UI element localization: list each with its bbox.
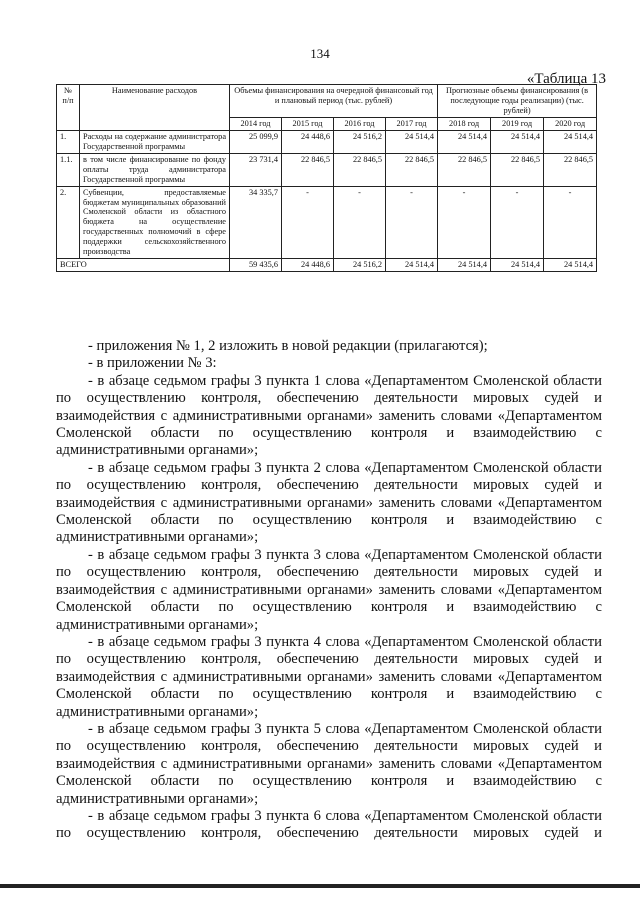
row-value: 23 731,4: [230, 153, 282, 186]
row-name: Расходы на содержание администратора Государственной программы: [80, 130, 230, 153]
row-value: 22 846,5: [438, 153, 491, 186]
row-value: -: [438, 186, 491, 259]
paragraph: - в абзаце седьмом графы 3 пункта 1 слова «Департаментом Смоленской области по осуществлению контроля, обеспечению деятельности мировых судей и взаимодействия с административными органами» заменить словами «Департаментом Смоленской области по осуществлению контроля и взаимодействию с административными органами»;: [56, 372, 602, 459]
row-value: -: [491, 186, 544, 259]
paragraph: - в абзаце седьмом графы 3 пункта 2 слова «Департаментом Смоленской области по осуществлению контроля, обеспечению деятельности мировых судей и взаимодействия с административными органами» заменить словами «Департаментом Смоленской области по осуществлению контроля и взаимодействию с административными органами»;: [56, 459, 602, 546]
header-group-forecast: Прогнозные объемы финансирования (в последующие годы реализации) (тыс. рублей): [438, 85, 597, 118]
row-value: 24 448,6: [282, 130, 334, 153]
total-value: 24 448,6: [282, 259, 334, 272]
header-year: 2019 год: [491, 117, 544, 130]
header-year: 2014 год: [230, 117, 282, 130]
total-value: 24 516,2: [334, 259, 386, 272]
row-value: 22 846,5: [334, 153, 386, 186]
header-year: 2015 год: [282, 117, 334, 130]
page-number: 134: [310, 46, 330, 61]
row-value: 34 335,7: [230, 186, 282, 259]
paragraph: - в абзаце седьмом графы 3 пункта 4 слова «Департаментом Смоленской области по осуществлению контроля, обеспечению деятельности мировых судей и взаимодействия с административными органами» заменить словами «Департаментом Смоленской области по осуществлению контроля и взаимодействию с административными органами»;: [56, 633, 602, 720]
row-value: 24 516,2: [334, 130, 386, 153]
paragraph: - приложения № 1, 2 изложить в новой редакции (прилагаются);: [88, 338, 488, 354]
financing-table: [56, 84, 597, 272]
table-row: [57, 130, 597, 153]
header-num: № п/п: [57, 85, 80, 131]
page-bottom-border: [0, 884, 640, 888]
row-value: -: [334, 186, 386, 259]
row-name: Субвенции, предоставляемые бюджетам муниципальных образований Смоленской области из областного бюджета на осуществление государственных полномочий в сфере поддержки сельскохозяйственного производства: [80, 186, 230, 259]
table-row: [57, 153, 597, 186]
paragraph: - в абзаце седьмом графы 3 пункта 6 слова «Департаментом Смоленской области по осуществлению контроля, обеспечению деятельности мировых судей и: [56, 807, 602, 842]
total-value: 24 514,4: [386, 259, 438, 272]
row-value: 25 099,9: [230, 130, 282, 153]
row-value: 24 514,4: [544, 130, 597, 153]
row-value: 22 846,5: [282, 153, 334, 186]
row-value: 24 514,4: [438, 130, 491, 153]
total-row: [57, 259, 597, 272]
table-row: [57, 186, 597, 259]
paragraph: - в абзаце седьмом графы 3 пункта 3 слова «Департаментом Смоленской области по осуществлению контроля, обеспечению деятельности мировых судей и взаимодействия с административными органами» заменить словами «Департаментом Смоленской области по осуществлению контроля и взаимодействию с административными органами»;: [56, 546, 602, 633]
total-value: 24 514,4: [438, 259, 491, 272]
row-value: 24 514,4: [491, 130, 544, 153]
total-value: 24 514,4: [544, 259, 597, 272]
row-num: 1.1.: [57, 153, 80, 186]
paragraph: - в абзаце седьмом графы 3 пункта 5 слова «Департаментом Смоленской области по осуществлению контроля, обеспечению деятельности мировых судей и взаимодействия с административными органами» заменить словами «Департаментом Смоленской области по осуществлению контроля и взаимодействию с административными органами»;: [56, 720, 602, 807]
row-value: -: [386, 186, 438, 259]
row-value: 24 514,4: [386, 130, 438, 153]
total-value: 59 435,6: [230, 259, 282, 272]
row-value: -: [544, 186, 597, 259]
header-year: 2017 год: [386, 117, 438, 130]
row-value: 22 846,5: [386, 153, 438, 186]
row-num: 1.: [57, 130, 80, 153]
total-value: 24 514,4: [491, 259, 544, 272]
header-year: 2018 год: [438, 117, 491, 130]
paragraph: - в приложении № 3:: [88, 355, 217, 372]
row-num: 2.: [57, 186, 80, 259]
row-value: 22 846,5: [544, 153, 597, 186]
header-group-current: Объемы финансирования на очередной финансовый год и плановый период (тыс. рублей): [230, 85, 438, 118]
header-year: 2020 год: [544, 117, 597, 130]
row-value: 22 846,5: [491, 153, 544, 186]
total-label: ВСЕГО: [57, 259, 230, 272]
header-name: Наименование расходов: [80, 85, 230, 131]
header-year: 2016 год: [334, 117, 386, 130]
row-name: в том числе финансирование по фонду оплаты труда администратора Государственной программы: [80, 153, 230, 186]
table-caption: «Таблица 13: [526, 71, 606, 87]
amendment-text: [56, 338, 602, 843]
row-value: -: [282, 186, 334, 259]
